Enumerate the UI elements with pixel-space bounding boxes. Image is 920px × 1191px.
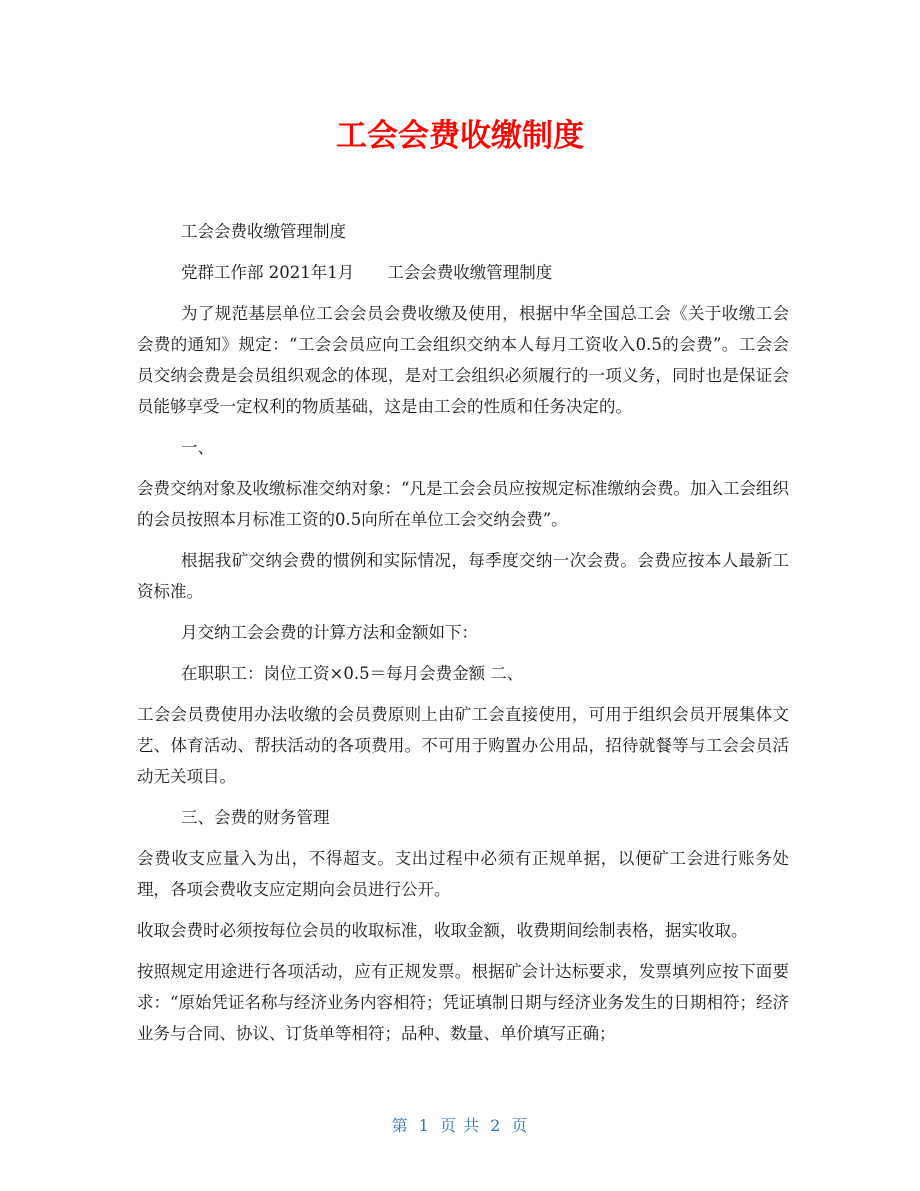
section-heading-one: 一、 — [181, 438, 214, 457]
paragraph-intro: 为了规范基层单位工会会员会费收缴及使用，根据中华全国总工会《关于收缴工会会费的通知》规定：“工会会员应向工会组织交纳本人每月工资收入0.5的会费”。工会会员交纳会费是会员组织观念的体现，是对工会组织必须履行的一项义务，同时也是保证会员能够享受一定权利的物质基础，这是由工会的性质和任务决定的。 — [137, 304, 789, 416]
paragraph-payment-frequency: 根据我矿交纳会费的惯例和实际情况，每季度交纳一次会费。会费应按本人最新工资标准。 — [137, 551, 789, 601]
paragraph-collection-standard: 收取会费时必须按每位会员的收取标准，收取金额，收费期间绘制表格，据实收取。 — [137, 921, 748, 940]
paragraph-finance-management: 会费收支应量入为出，不得超支。支出过程中必须有正规单据，以便矿工会进行账务处理，各项会费收支应定期向会员进行公开。 — [137, 849, 789, 899]
page-number-footer — [0, 1114, 920, 1138]
paragraph-payment-target: 会费交纳对象及收缴标准交纳对象：“凡是工会会员应按规定标准缴纳会费。加入工会组织的会员按照本月标准工资的0.5向所在单位工会交纳会费”。 — [137, 479, 789, 529]
paragraph-subtitle: 工会会费收缴管理制度 — [181, 222, 346, 241]
footer-suffix: 页 — [511, 1116, 529, 1135]
footer-prefix: 第 — [391, 1116, 409, 1135]
document-title: 工会会费收缴制度 — [336, 118, 584, 154]
footer-total-pages: 2 — [490, 1116, 502, 1135]
document-body — [137, 216, 789, 1059]
paragraph-formula: 在职职工：岗位工资×0.5＝每月会费金额 二、 — [181, 664, 524, 683]
footer-middle: 页 共 — [439, 1116, 481, 1135]
paragraph-calculation-intro: 月交纳工会会费的计算方法和金额如下： — [181, 623, 478, 642]
paragraph-usage: 工会会员费使用办法收缴的会员费原则上由矿工会直接使用，可用于组织会员开展集体文艺、体育活动、帮扶活动的各项费用。不可用于购置办公用品，招待就餐等与工会会员活动无关项目。 — [137, 705, 789, 786]
section-heading-three: 三、会费的财务管理 — [181, 808, 330, 827]
paragraph-invoice-requirements: 按照规定用途进行各项活动，应有正规发票。根据矿会计达标要求，发票填列应按下面要求：“原始凭证名称与经济业务内容相符；凭证填制日期与经济业务发生的日期相符；经济业务与合同、协议、订货单等相符；品种、数量、单价填写正确； — [137, 962, 789, 1043]
footer-current-page: 1 — [418, 1116, 430, 1135]
paragraph-department-date: 党群工作部 2021年1月 工会会费收缴管理制度 — [181, 263, 553, 282]
